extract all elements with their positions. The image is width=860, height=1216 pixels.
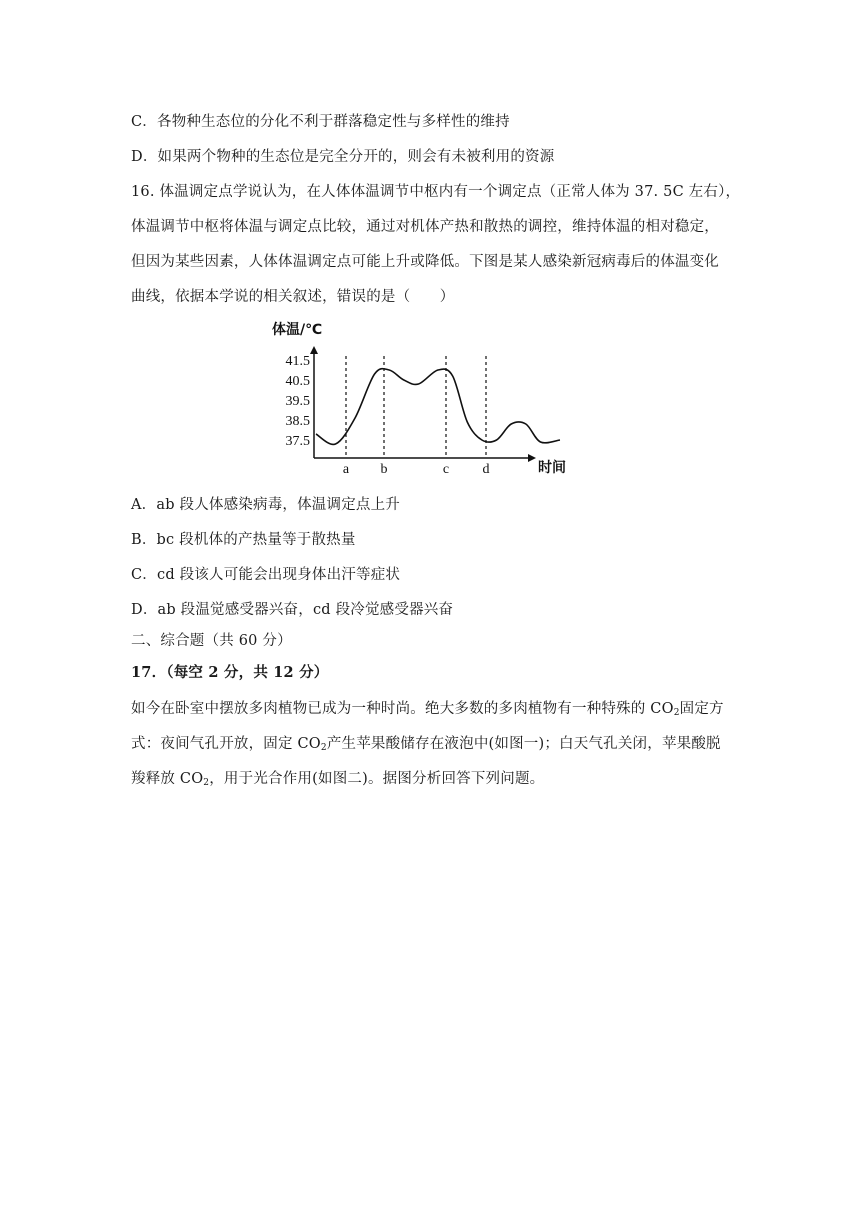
- q16-text-line-3: 但因为某些因素，人体体温调定点可能上升或降低。下图是某人感染新冠病毒后的体温变化: [131, 254, 719, 270]
- option-d-q16: D．ab 段温觉感受器兴奋，cd 段冷觉感受器兴奋: [131, 602, 454, 618]
- option-d-q15: D．如果两个物种的生态位是完全分开的，则会有未被利用的资源: [131, 149, 555, 165]
- x-axis-label: 时间: [538, 460, 566, 476]
- q16-text-line-4: 曲线，依据本学说的相关叙述，错误的是（ ）: [131, 289, 455, 305]
- temperature-chart: [270, 318, 580, 482]
- y-axis-arrow: [310, 346, 318, 354]
- y-tick-label: 37.5: [285, 434, 310, 449]
- q17-heading: 17．（每空 2 分，共 12 分）: [131, 664, 329, 681]
- marker-label-b: b: [380, 462, 388, 477]
- y-tick-label: 41.5: [285, 354, 310, 369]
- y-axis-label: 体温/℃: [272, 322, 323, 338]
- section-2-heading: 二、综合题（共 60 分）: [131, 633, 292, 649]
- option-c-q15: C．各物种生态位的分化不利于群落稳定性与多样性的维持: [131, 114, 510, 130]
- option-a-q16: A．ab 段人体感染病毒，体温调定点上升: [131, 497, 401, 513]
- y-tick-label: 38.5: [285, 414, 310, 429]
- q17-text-line-2: 式：夜间气孔开放，固定 $CO_2$产生苹果酸储存在液泡中(如图一)；白天气孔关闭，苹果酸脱: [131, 736, 721, 753]
- marker-label-d: d: [482, 462, 490, 477]
- x-axis-arrow: [528, 454, 536, 462]
- y-tick-label: 40.5: [285, 374, 310, 389]
- q16-text-line-1: 16. 体温调定点学说认为，在人体体温调节中枢内有一个调定点（正常人体为 37. 5C 左右），: [131, 184, 741, 200]
- q17-text-line-1: 如今在卧室中摆放多肉植物已成为一种时尚。绝大多数的多肉植物有一种特殊的 $CO_2$固定方: [131, 701, 724, 718]
- q17-text-line-3: 羧释放 $CO_2$，用于光合作用(如图二)。据图分析回答下列问题。: [131, 771, 545, 788]
- option-b-q16: B．bc 段机体的产热量等于散热量: [131, 532, 356, 548]
- marker-label-c: c: [442, 462, 450, 477]
- option-c-q16: C．cd 段该人可能会出现身体出汗等症状: [131, 567, 401, 583]
- temperature-curve: [316, 369, 560, 445]
- marker-label-a: a: [342, 462, 350, 477]
- y-tick-label: 39.5: [285, 394, 310, 409]
- q16-text-line-2: 体温调节中枢将体温与调定点比较，通过对机体产热和散热的调控，维持体温的相对稳定，: [131, 219, 719, 235]
